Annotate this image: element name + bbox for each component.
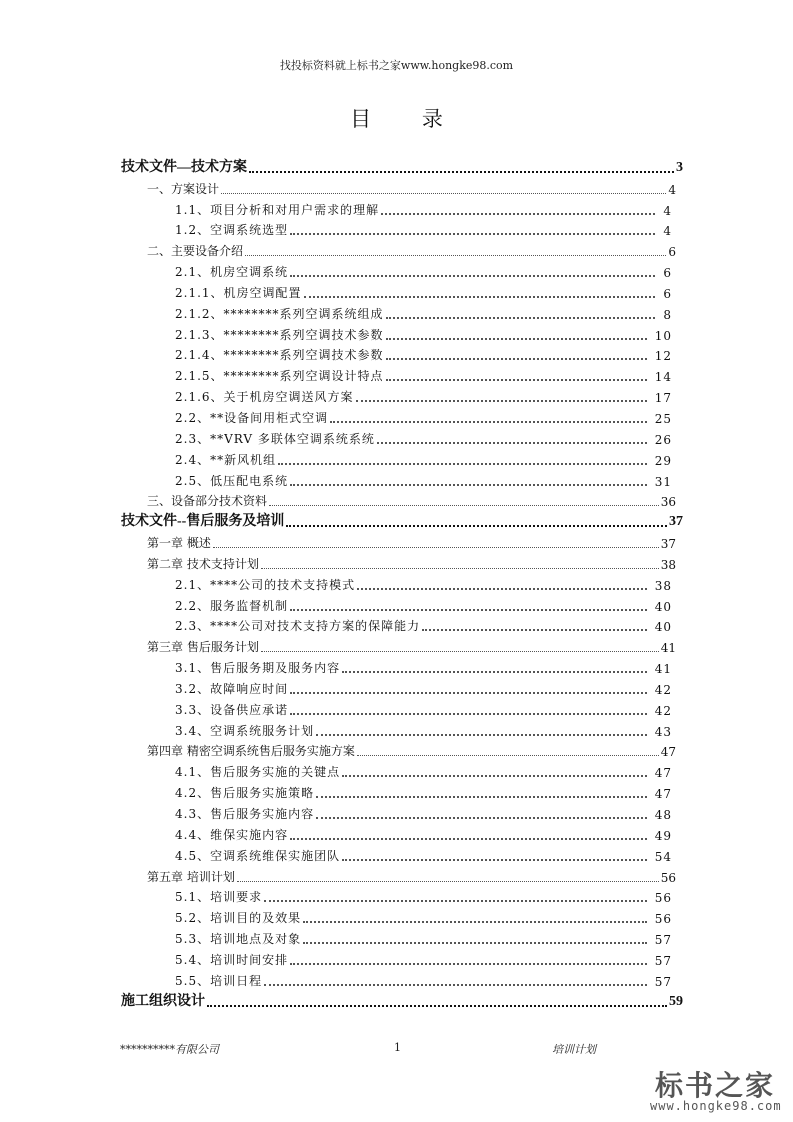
toc-leader-dots [316, 796, 647, 798]
toc-entry[interactable] [0, 575, 793, 596]
toc-leader-dots [377, 442, 647, 444]
toc-entry[interactable] [0, 721, 793, 742]
toc-entry-title: 技术文件--售后服务及培训 [121, 514, 285, 530]
toc-leader-dots [422, 629, 647, 631]
toc-entry-page: 43 [654, 724, 672, 739]
toc-entry[interactable] [0, 783, 793, 804]
toc-entry[interactable] [0, 846, 793, 867]
toc-leader-dots [303, 921, 647, 923]
toc-leader-dots [356, 400, 647, 402]
toc-leader-dots [381, 213, 655, 215]
toc-leader-dots [261, 568, 659, 569]
toc-entry-title: 4.1、售后服务实施的关键点 [175, 765, 341, 780]
toc-leader-dots [278, 463, 647, 465]
toc-entry-title: 2.3、****公司对技术支持方案的保障能力 [175, 619, 421, 634]
table-of-contents [0, 158, 793, 1013]
toc-entry-title: 2.2、服务监督机制 [175, 598, 289, 613]
toc-entry[interactable] [0, 992, 793, 1013]
toc-entry-title: 第五章 培训计划 [147, 869, 235, 884]
toc-entry-page: 6 [668, 245, 676, 260]
toc-entry-title: 1.1、项目分析和对用户需求的理解 [175, 202, 380, 217]
toc-leader-dots [264, 984, 647, 986]
toc-entry[interactable] [0, 241, 793, 262]
toc-entry[interactable] [0, 971, 793, 992]
toc-entry-title: 5.3、培训地点及对象 [175, 932, 302, 947]
toc-leader-dots [290, 275, 655, 277]
toc-entry[interactable] [0, 804, 793, 825]
toc-entry-page: 8 [663, 307, 672, 322]
toc-entry-page: 56 [654, 912, 672, 927]
toc-entry[interactable] [0, 262, 793, 283]
toc-leader-dots [264, 900, 647, 902]
toc-entry-title: 5.2、培训目的及效果 [175, 911, 302, 926]
toc-entry-page: 41 [654, 662, 672, 677]
toc-leader-dots [357, 755, 659, 756]
toc-entry[interactable] [0, 533, 793, 554]
toc-entry-title: 2.4、**新风机组 [175, 452, 277, 467]
toc-entry-title: 2.1.5、********系列空调设计特点 [175, 369, 384, 384]
toc-entry-title: 3.4、空调系统服务计划 [175, 723, 315, 738]
toc-entry-page: 4 [663, 203, 672, 218]
footer-company: **********有限公司 [120, 1043, 219, 1056]
toc-leader-dots [269, 505, 659, 506]
toc-leader-dots [290, 484, 647, 486]
toc-leader-dots [330, 421, 647, 423]
toc-entry[interactable] [0, 929, 793, 950]
toc-entry-title: 技术文件—技术方案 [121, 159, 247, 175]
toc-leader-dots [304, 296, 656, 298]
toc-entry-title: 施工组织设计 [121, 993, 205, 1009]
toc-entry-page: 6 [663, 266, 672, 281]
toc-leader-dots [286, 525, 667, 527]
toc-entry-page: 47 [654, 766, 672, 781]
toc-leader-dots [386, 317, 656, 319]
toc-entry-page: 49 [654, 828, 672, 843]
footer-page-number: 1 [394, 1041, 401, 1054]
toc-entry-page: 42 [654, 682, 672, 697]
toc-entry-page: 59 [669, 993, 683, 1009]
toc-entry[interactable] [0, 158, 793, 179]
toc-entry[interactable] [0, 408, 793, 429]
toc-entry[interactable] [0, 908, 793, 929]
toc-entry-title: 5.5、培训日程 [175, 973, 263, 988]
toc-entry-title: 2.1.1、机房空调配置 [175, 285, 302, 300]
toc-leader-dots [316, 734, 647, 736]
toc-leader-dots [207, 1005, 667, 1007]
toc-leader-dots [261, 651, 659, 652]
toc-entry[interactable] [0, 742, 793, 763]
toc-entry[interactable] [0, 658, 793, 679]
toc-entry-title: 2.1、****公司的技术支持模式 [175, 577, 356, 592]
toc-entry-title: 4.3、售后服务实施内容 [175, 807, 315, 821]
toc-leader-dots [290, 609, 647, 611]
toc-entry-page: 31 [654, 474, 672, 489]
toc-entry-page: 48 [654, 808, 672, 822]
toc-entry-title: 第四章 精密空调系统售后服务实施方案 [147, 744, 355, 759]
toc-entry-title: 3.1、售后服务期及服务内容 [175, 661, 341, 676]
toc-entry[interactable] [0, 512, 793, 533]
toc-leader-dots [386, 338, 647, 340]
toc-leader-dots [386, 379, 647, 381]
toc-entry-title: 5.1、培训要求 [175, 890, 263, 905]
toc-entry[interactable] [0, 200, 793, 221]
toc-entry-title: 2.1.3、********系列空调技术参数 [175, 327, 384, 342]
toc-leader-dots [290, 713, 647, 715]
toc-entry-page: 6 [663, 286, 672, 301]
toc-entry-title: 4.5、空调系统维保实施团队 [175, 848, 341, 863]
toc-entry-title: 4.4、维保实施内容 [175, 827, 289, 842]
toc-entry-page: 29 [654, 453, 672, 468]
toc-entry-page: 57 [654, 933, 672, 948]
toc-entry[interactable] [0, 700, 793, 721]
toc-entry-page: 57 [654, 953, 672, 968]
toc-entry[interactable] [0, 867, 793, 888]
toc-leader-dots [303, 942, 647, 944]
toc-entry-title: 2.1、机房空调系统 [175, 265, 289, 280]
toc-entry-page: 36 [660, 495, 676, 510]
toc-entry-title: 2.2、**设备间用柜式空调 [175, 410, 329, 425]
toc-entry[interactable] [0, 554, 793, 575]
toc-entry[interactable] [0, 366, 793, 387]
toc-leader-dots [213, 547, 659, 548]
toc-entry[interactable] [0, 179, 793, 200]
toc-entry-page: 26 [654, 432, 672, 447]
toc-entry[interactable] [0, 325, 793, 346]
toc-entry[interactable] [0, 450, 793, 471]
toc-leader-dots [249, 171, 674, 173]
toc-entry-page: 25 [654, 411, 672, 426]
toc-entry-title: 5.4、培训时间安排 [175, 952, 289, 967]
toc-entry-page: 57 [654, 974, 672, 989]
toc-entry-title: 3.3、设备供应承诺 [175, 702, 289, 717]
toc-entry[interactable] [0, 888, 793, 909]
page-header: 找投标资料就上标书之家www.hongke98.com [279, 59, 514, 72]
toc-entry-page: 4 [663, 224, 672, 239]
toc-entry-page: 41 [660, 641, 676, 656]
toc-entry[interactable] [0, 617, 793, 638]
toc-entry-title: 第一章 概述 [147, 536, 211, 551]
toc-leader-dots [342, 671, 647, 673]
toc-entry-title: 2.1.4、********系列空调技术参数 [175, 348, 384, 363]
toc-entry[interactable] [0, 492, 793, 513]
toc-entry-title: 一、方案设计 [147, 181, 220, 196]
toc-entry[interactable] [0, 637, 793, 658]
toc-entry-page: 38 [654, 578, 672, 593]
toc-entry[interactable] [0, 283, 793, 304]
toc-entry[interactable] [0, 762, 793, 783]
toc-entry-page: 37 [669, 514, 683, 530]
toc-entry-title: 2.1.6、关于机房空调送风方案 [175, 390, 354, 405]
toc-leader-dots [237, 881, 659, 882]
toc-entry[interactable] [0, 596, 793, 617]
toc-leader-dots [290, 963, 647, 965]
toc-entry-page: 12 [654, 349, 672, 364]
toc-entry-page: 17 [654, 391, 672, 406]
toc-leader-dots [342, 859, 647, 861]
toc-entry-page: 40 [654, 599, 672, 614]
toc-entry[interactable] [0, 679, 793, 700]
toc-entry-page: 56 [654, 891, 672, 906]
toc-leader-dots [221, 193, 666, 194]
toc-leader-dots [342, 775, 647, 777]
watermark-url: www.hongke98.com [650, 1099, 782, 1113]
page-title: 目 录 [350, 107, 465, 131]
toc-entry-title: 2.5、低压配电系统 [175, 473, 289, 488]
toc-entry-page: 47 [660, 745, 676, 760]
toc-entry[interactable] [0, 950, 793, 971]
toc-entry-title: 第二章 技术支持计划 [147, 556, 259, 571]
toc-leader-dots [386, 358, 647, 360]
toc-entry-page: 37 [660, 537, 676, 552]
toc-leader-dots [290, 692, 647, 694]
toc-entry-title: 第三章 售后服务计划 [147, 640, 259, 655]
toc-leader-dots [290, 838, 647, 840]
toc-entry-page: 4 [668, 182, 676, 197]
toc-entry-title: 2.1.2、********系列空调系统组成 [175, 306, 384, 321]
watermark-logo: 标书之家 [655, 1069, 776, 1102]
toc-entry-page: 42 [654, 703, 672, 718]
toc-entry-title: 3.2、故障响应时间 [175, 681, 289, 696]
toc-entry-title: 2.3、**VRV 多联体空调系统系统 [175, 431, 375, 446]
toc-entry[interactable] [0, 429, 793, 450]
toc-entry[interactable] [0, 346, 793, 367]
toc-entry[interactable] [0, 825, 793, 846]
toc-entry[interactable] [0, 221, 793, 242]
toc-entry[interactable] [0, 387, 793, 408]
toc-entry-page: 10 [654, 328, 672, 343]
toc-entry-title: 4.2、售后服务实施策略 [175, 786, 315, 801]
toc-entry-page: 38 [660, 557, 676, 572]
toc-entry[interactable] [0, 471, 793, 492]
footer-section: 培训计划 [552, 1043, 596, 1056]
toc-entry-page: 56 [660, 870, 676, 885]
toc-entry-page: 3 [676, 159, 683, 175]
toc-leader-dots [316, 817, 647, 819]
toc-entry-page: 40 [654, 620, 672, 635]
toc-entry[interactable] [0, 304, 793, 325]
toc-entry-title: 1.2、空调系统选型 [175, 223, 289, 238]
toc-leader-dots [245, 255, 666, 256]
toc-leader-dots [290, 233, 655, 235]
toc-leader-dots [357, 588, 647, 590]
toc-entry-title: 三、设备部分技术资料 [147, 494, 268, 509]
toc-entry-page: 47 [654, 787, 672, 802]
toc-entry-page: 54 [654, 849, 672, 864]
toc-entry-title: 二、主要设备介绍 [147, 244, 244, 259]
toc-entry-page: 14 [654, 370, 672, 385]
